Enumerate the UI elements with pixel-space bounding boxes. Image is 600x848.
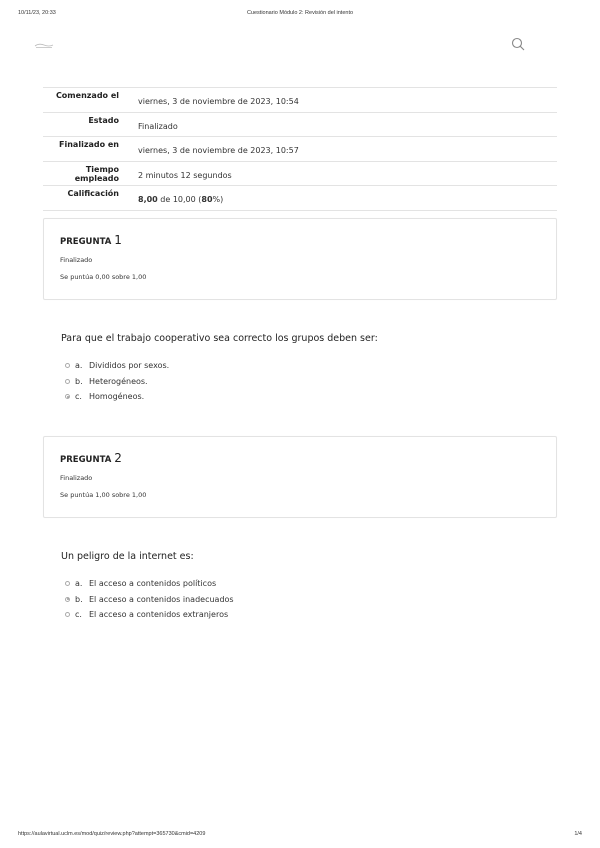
print-url[interactable]: https://aulavirtual.uclm.es/mod/quiz/review.php?attempt=365730&cmid=4209 [18,831,206,837]
summary-label: Calificación [67,189,119,199]
radio-button[interactable] [65,363,70,368]
attempt-summary-table [43,87,557,211]
question-info-box [43,218,557,300]
answer-text: El acceso a contenidos extranjeros [89,610,229,620]
radio-button[interactable] [65,581,70,586]
answer-letter: a. [75,361,83,371]
answer-text: El acceso a contenidos políticos [89,579,217,589]
answer-letter: c. [75,392,82,402]
summary-label: Estado [88,115,119,125]
question-state: Finalizado [60,474,93,482]
search-icon[interactable] [511,37,525,51]
radio-button[interactable] [65,379,70,384]
summary-value: viernes, 3 de noviembre de 2023, 10:57 [138,146,299,156]
grade-total: de 10,00 ( [157,195,202,205]
grade-percent: 80 [201,195,213,205]
summary-row-grade [43,186,557,211]
grade-close: %) [212,195,224,205]
print-page-number: 1/4 [574,831,582,837]
answer-text: El acceso a contenidos inadecuados [89,594,234,604]
radio-button[interactable] [65,612,70,617]
radio-button-selected[interactable] [65,597,70,602]
answer-text: Heterogéneos. [89,376,148,386]
summary-label: Comenzado el [55,91,119,100]
question-title [60,233,122,247]
radio-button-selected[interactable] [65,394,70,399]
answer-letter: c. [75,610,82,620]
answer-text: Divididos por sexos. [89,361,170,371]
summary-row-state [43,113,557,138]
logo[interactable] [33,40,55,50]
question-text: Para que el trabajo cooperativo sea correcto los grupos deben ser: [61,333,378,344]
summary-row-started [43,88,557,113]
summary-value: viernes, 3 de noviembre de 2023, 10:54 [138,97,299,106]
question-number: 1 [114,233,122,247]
summary-row-time [43,162,557,187]
question-label: PREGUNTA [60,455,112,465]
summary-row-finished [43,137,557,162]
question-info-box [43,436,557,518]
answer-text: Homogéneos. [89,392,145,402]
question-grade: Se puntúa 0,00 sobre 1,00 [60,273,147,281]
answer-letter: b. [75,594,83,604]
answer-letter: a. [75,579,83,589]
answer-option[interactable] [65,358,169,374]
print-datetime: 10/11/23, 20:33 [18,10,56,16]
answer-list [65,576,234,623]
grade-score: 8,00 [138,195,158,205]
print-title: Cuestionario Módulo 2: Revisión del intento [246,10,354,16]
answer-list [65,358,169,405]
summary-label: Finalizado en [59,140,119,150]
summary-label: Tiempo empleado [74,164,119,183]
answer-letter: b. [75,376,83,386]
question-number: 2 [114,451,122,465]
answer-option[interactable] [65,374,169,390]
answer-option[interactable] [65,607,234,623]
summary-value [119,186,223,204]
summary-value: Finalizado [138,121,178,131]
answer-option[interactable] [65,389,169,405]
question-text: Un peligro de la internet es: [61,551,194,562]
answer-option[interactable] [65,576,234,592]
question-title [60,451,122,465]
question-state: Finalizado [60,256,93,264]
question-label: PREGUNTA [60,237,112,247]
print-footer [18,831,582,837]
question-grade: Se puntúa 1,00 sobre 1,00 [60,491,147,499]
summary-value: 2 minutos 12 segundos [138,170,232,180]
answer-option[interactable] [65,592,234,608]
